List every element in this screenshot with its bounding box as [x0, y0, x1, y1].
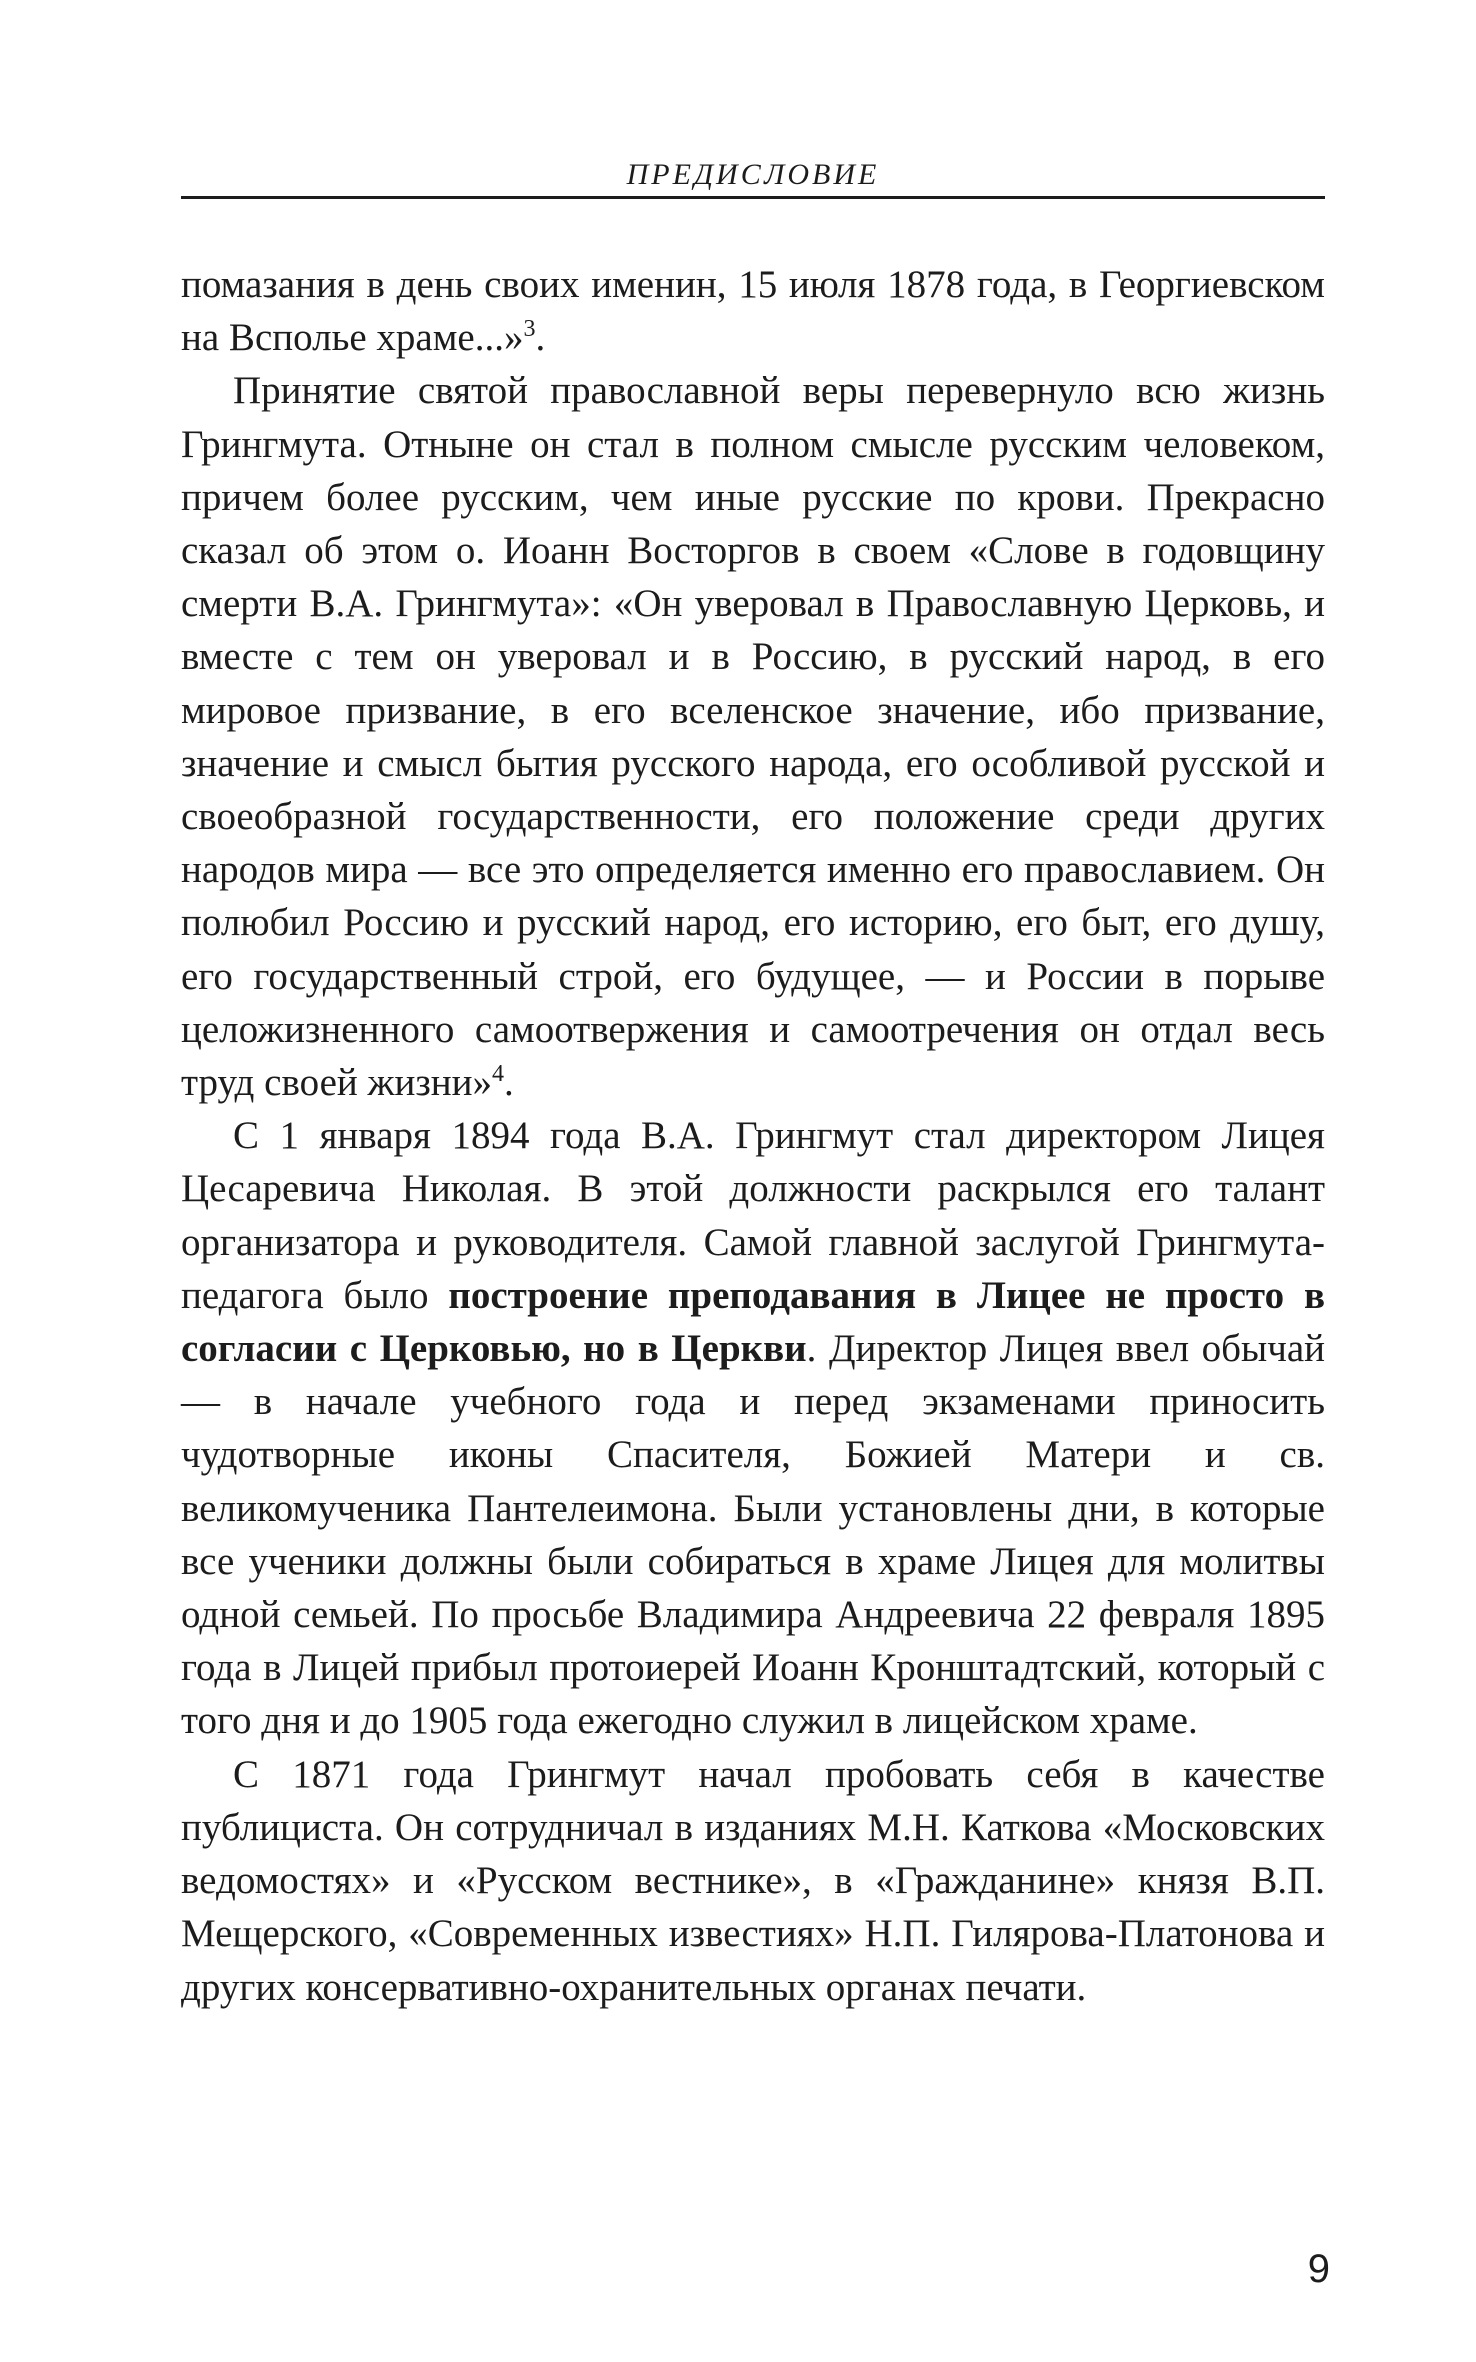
paragraph-2-text: Принятие святой православной веры перевернуло всю жизнь Грингмута. Отныне он стал в полном смысле русским человеком, причем более русским, чем иные русские по крови. Прекрасно сказал об этом о. Иоанн Восторгов в своем «Слове в годовщину смерти В.А. Грингмута»: «Он уверовал в Православную Церковь, и вместе с тем он уверовал и в Россию, в русский народ, в его мировое призвание, в его вселенское значение, ибо призвание, значение и смысл бытия русского народа, его особливой русской и своеобразной государственности, его положение среди других народов мира — все это определяется именно его православием. Он полюбил Россию и русский народ, его историю, его быт, его душу, его государственный строй, его будущее, — и России в порыве целожизненного самоотвержения и самоотречения он отдал весь труд своей жизни» — [181, 369, 1325, 1105]
footnote-ref-4: 4 — [491, 1061, 504, 1088]
running-title: ПРЕДИСЛОВИЕ — [626, 158, 880, 191]
paragraph-3-text-after: . Директор Лицея ввел обычай — в начале учебного года и перед экзаменами приносить чудотворные иконы Спасителя, Божией Матери и св. великомученика Пантелеимона. Были установлены дни, в которые все ученики должны были собираться в храме Лицея для молитвы одной семьей. По просьбе Владимира Андреевича 22 февраля 1895 года в Лицей прибыл протоиерей Иоанн Кронштадтский, который с того дня и до 1905 года ежегодно служил в лицейском храме. — [181, 1327, 1325, 1743]
paragraph-2-tail: . — [503, 1061, 514, 1105]
paragraph-1-tail: . — [535, 316, 546, 360]
paragraph-4-text: С 1871 года Грингмут начал пробовать себя в качестве публициста. Он сотрудничал в изданиях М.Н. Каткова «Московских ведомостях» и «Русском вестнике», в «Гражданине» князя В.П. Мещерского, «Современных известиях» Н.П. Гилярова-Платонова и других консервативно-охранительных органах печати. — [181, 1752, 1325, 2009]
paragraph-4 — [181, 1748, 1325, 2014]
paragraph-3 — [181, 1109, 1325, 1747]
footnote-ref-3: 3 — [523, 316, 536, 343]
paragraph-2 — [181, 364, 1325, 1109]
paragraph-3-emphasis: построение преподавания в Лицее не просто в согласии с Церковью, но в Церкви — [181, 1273, 1325, 1371]
paragraph-1 — [181, 258, 1325, 364]
paragraph-1-text: помазания в день своих именин, 15 июля 1878 года, в Георгиевском на Всполье храме...» — [181, 263, 1325, 360]
header-rule — [181, 196, 1325, 199]
body-text — [181, 258, 1325, 2014]
paragraph-3-text-before: С 1 января 1894 года В.А. Грингмут стал директором Лицея Цесаревича Николая. В этой должности раскрылся его талант организатора и руководителя. Самой главной заслугой Грингмута-педагога было — [181, 1114, 1325, 1317]
page-number: 9 — [1307, 2247, 1330, 2291]
